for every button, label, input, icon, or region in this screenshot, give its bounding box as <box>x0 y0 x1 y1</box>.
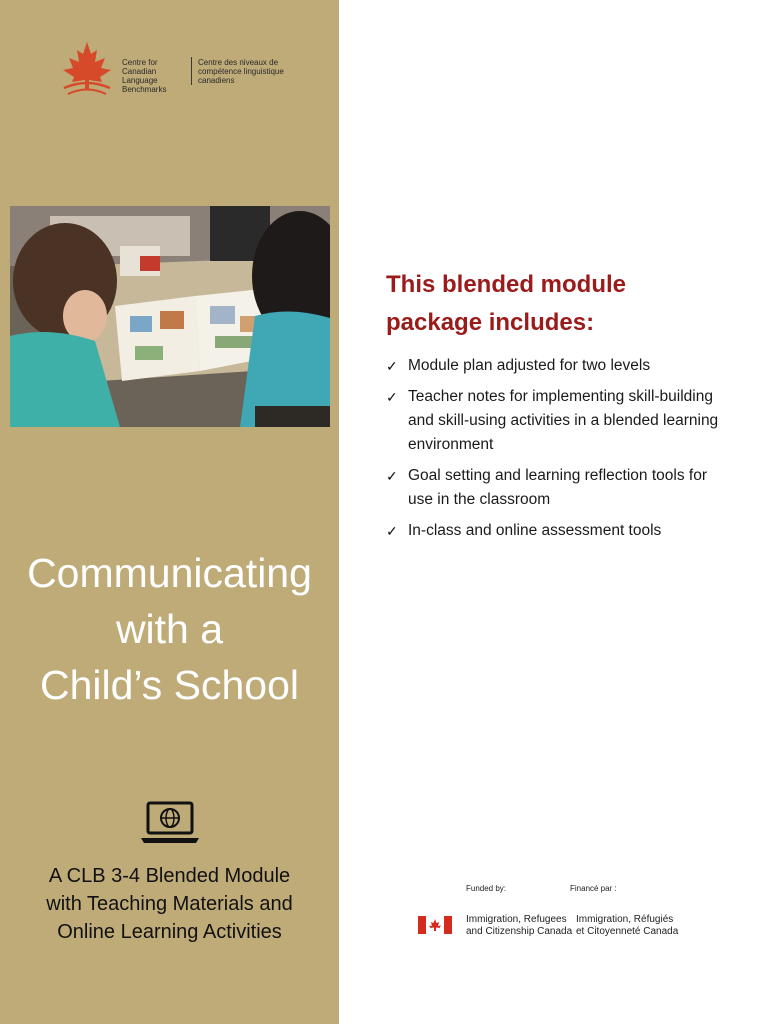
check-icon: ✓ <box>386 468 398 484</box>
maple-leaf-icon <box>58 40 116 98</box>
list-item <box>386 519 726 543</box>
laptop-globe-icon <box>139 800 201 846</box>
check-icon: ✓ <box>386 523 398 539</box>
logo-text-en <box>122 58 192 94</box>
children-reading-illustration <box>10 206 330 427</box>
list-item-text: Module plan adjusted for two levels <box>408 357 651 374</box>
list-item <box>386 354 726 378</box>
agency-fr-line1: Immigration, Réfugiés <box>576 914 674 925</box>
cclb-logo <box>58 40 298 100</box>
agency-fr-line2: et Citoyenneté Canada <box>576 926 679 937</box>
cover-title-line3: Child’s School <box>39 662 300 708</box>
includes-heading-line2: package includes: <box>386 309 595 336</box>
logo-en-line1: Centre for <box>122 58 158 67</box>
logo-divider <box>191 57 192 85</box>
includes-heading-line1: This blended module <box>386 271 627 298</box>
funded-by-label: Funded by: <box>466 884 507 893</box>
list-item-text: Teacher notes for implementing skill-building and skill-using activities in a blended learning environment <box>408 388 719 453</box>
check-icon: ✓ <box>386 389 398 405</box>
agency-en-line1: Immigration, Refugees <box>466 914 567 925</box>
list-item-text: In-class and online assessment tools <box>408 522 662 539</box>
agency-name-en <box>466 914 576 938</box>
list-item <box>386 464 726 512</box>
cover-title <box>0 545 339 713</box>
logo-en-line2: Canadian Language <box>122 67 158 85</box>
agency-en-line2: and Citizenship Canada <box>466 926 573 937</box>
includes-list <box>386 354 726 550</box>
list-item <box>386 385 726 457</box>
canada-flag-icon <box>418 916 452 934</box>
logo-en-line3: Benchmarks <box>122 85 167 94</box>
cover-subtitle-line3: Online Learning Activities <box>57 921 282 943</box>
cover-title-line1: Communicating <box>27 550 312 596</box>
logo-fr-line1: Centre des niveaux de <box>198 58 279 67</box>
cover-subtitle-line2: with Teaching Materials and <box>46 893 293 915</box>
list-item-text: Goal setting and learning reflection tools for use in the classroom <box>408 467 707 508</box>
logo-text-fr <box>198 58 298 85</box>
check-icon: ✓ <box>386 358 398 374</box>
cover-panel <box>0 0 339 1024</box>
funding-block <box>418 884 718 944</box>
cover-title-line2: with a <box>115 606 224 652</box>
finance-par-label: Financé par : <box>570 884 617 893</box>
logo-fr-line3: canadiens <box>198 76 235 85</box>
cover-photo-children-reading <box>10 206 330 427</box>
cover-subtitle <box>0 862 339 946</box>
includes-heading <box>386 266 726 342</box>
logo-fr-line2: compétence linguistique <box>198 67 284 76</box>
cover-subtitle-line1: A CLB 3-4 Blended Module <box>48 865 291 887</box>
agency-name-fr <box>576 914 696 938</box>
